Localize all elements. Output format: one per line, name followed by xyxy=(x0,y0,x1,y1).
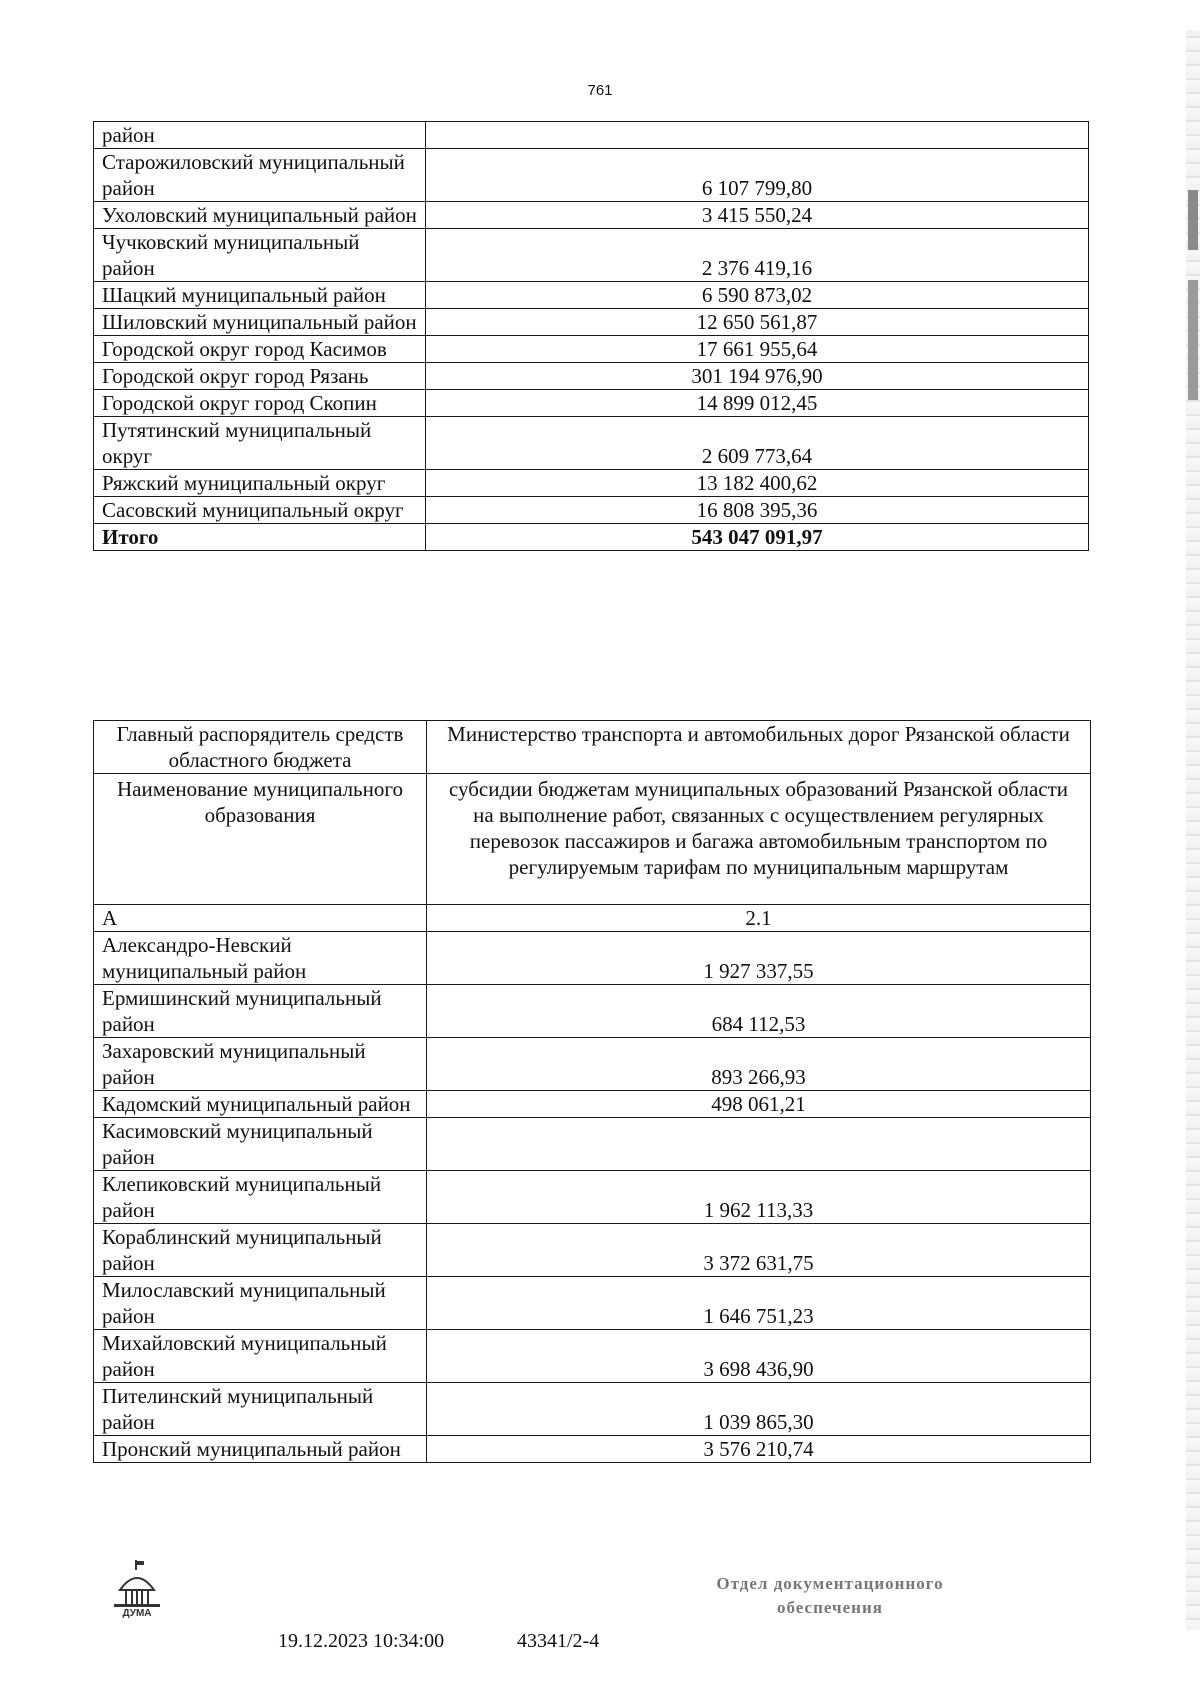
municipality-name-cell: Городской округ город Скопин xyxy=(94,390,426,417)
column-index-a: А xyxy=(94,905,427,932)
municipality-name-cell: Старожиловский муниципальный район xyxy=(94,149,426,202)
stamp-line-2: обеспечения xyxy=(777,1598,883,1617)
municipality-name-cell: Шиловский муниципальный район xyxy=(94,309,426,336)
header-cell-ministry: Министерство транспорта и автомобильных дорог Рязанской области xyxy=(427,721,1091,774)
municipality-name-cell: Касимовский муниципальный район xyxy=(94,1118,427,1171)
scan-edge-mark xyxy=(1188,280,1198,400)
municipality-name-cell: Михайловский муниципальный район xyxy=(94,1330,427,1383)
municipality-name-cell: Пителинский муниципальный район xyxy=(94,1383,427,1436)
amount-cell: 2 376 419,16 xyxy=(426,229,1089,282)
department-stamp xyxy=(680,1572,980,1620)
table-row xyxy=(94,985,1091,1038)
amount-cell: 1 927 337,55 xyxy=(427,932,1091,985)
amount-cell: 17 661 955,64 xyxy=(426,336,1089,363)
municipality-name-cell: Городской округ город Рязань xyxy=(94,363,426,390)
table-row xyxy=(94,932,1091,985)
amount-cell: 1 962 113,33 xyxy=(427,1171,1091,1224)
table-row xyxy=(94,1330,1091,1383)
column-index-row xyxy=(94,905,1091,932)
municipality-name-cell: Путятинский муниципальный округ xyxy=(94,417,426,470)
subsidy-table-continued xyxy=(93,121,1089,551)
table-row xyxy=(94,202,1089,229)
municipality-name-cell: Захаровский муниципальный район xyxy=(94,1038,427,1091)
table-row xyxy=(94,497,1089,524)
municipality-name-cell: район xyxy=(94,122,426,149)
footer-doc-code: 43341/2-4 xyxy=(517,1630,600,1652)
table-row xyxy=(94,417,1089,470)
table-row xyxy=(94,1436,1091,1463)
amount-cell: 14 899 012,45 xyxy=(426,390,1089,417)
municipality-name-cell: Кадомский муниципальный район xyxy=(94,1091,427,1118)
table-row xyxy=(94,1383,1091,1436)
table-row xyxy=(94,336,1089,363)
stamp-line-1: Отдел документационного xyxy=(716,1574,944,1593)
municipality-name-cell: Милославский муниципальный район xyxy=(94,1277,427,1330)
amount-cell: 6 107 799,80 xyxy=(426,149,1089,202)
column-index-2-1: 2.1 xyxy=(427,905,1091,932)
table-row xyxy=(94,1277,1091,1330)
table-row xyxy=(94,390,1089,417)
scan-edge-artifact xyxy=(1186,30,1200,1630)
municipality-name-cell: Шацкий муниципальный район xyxy=(94,282,426,309)
municipality-name-cell: Ряжский муниципальный округ xyxy=(94,470,426,497)
table-row xyxy=(94,229,1089,282)
municipality-name-cell: Кораблинский муниципальный район xyxy=(94,1224,427,1277)
table-row xyxy=(94,1091,1091,1118)
table-row xyxy=(94,122,1089,149)
table-row xyxy=(94,282,1089,309)
header-cell-subsidy-description: субсидии бюджетам муниципальных образований Рязанской области на выполнение работ, связанных с осуществлением регулярных перевозок пассажиров и багажа автомобильным транспортом по регулируемым тарифам по муниципальным маршрутам xyxy=(427,774,1091,905)
amount-cell: 2 609 773,64 xyxy=(426,417,1089,470)
amount-cell: 3 576 210,74 xyxy=(427,1436,1091,1463)
table-header-row xyxy=(94,774,1091,905)
amount-cell: 301 194 976,90 xyxy=(426,363,1089,390)
amount-cell: 12 650 561,87 xyxy=(426,309,1089,336)
duma-building-icon xyxy=(108,1560,166,1618)
amount-cell xyxy=(427,1118,1091,1171)
page-number: 761 xyxy=(587,82,613,99)
logo-text: ДУМА xyxy=(122,1608,152,1618)
amount-cell: 684 112,53 xyxy=(427,985,1091,1038)
table-row xyxy=(94,149,1089,202)
table-row xyxy=(94,1171,1091,1224)
amount-cell: 13 182 400,62 xyxy=(426,470,1089,497)
amount-cell: 16 808 395,36 xyxy=(426,497,1089,524)
table-row xyxy=(94,1038,1091,1091)
footer-datetime: 19.12.2023 10:34:00 xyxy=(278,1630,445,1652)
amount-cell xyxy=(426,122,1089,149)
municipality-name-cell: Александро-Невский муниципальный район xyxy=(94,932,427,985)
municipality-name-cell: Клепиковский муниципальный район xyxy=(94,1171,427,1224)
municipality-name-cell: Ухоловский муниципальный район xyxy=(94,202,426,229)
table-header-row xyxy=(94,721,1091,774)
amount-cell: 3 698 436,90 xyxy=(427,1330,1091,1383)
header-cell-chief-administrator: Главный распорядитель средств областного бюджета xyxy=(94,721,427,774)
total-value: 543 047 091,97 xyxy=(426,524,1089,551)
municipality-name-cell: Ермишинский муниципальный район xyxy=(94,985,427,1038)
amount-cell: 3 372 631,75 xyxy=(427,1224,1091,1277)
total-label: Итого xyxy=(94,524,426,551)
municipality-name-cell: Пронский муниципальный район xyxy=(94,1436,427,1463)
scan-edge-mark xyxy=(1188,190,1198,250)
header-cell-municipality-name: Наименование муниципального образования xyxy=(94,774,427,905)
municipality-name-cell: Чучковский муниципальный район xyxy=(94,229,426,282)
amount-cell: 893 266,93 xyxy=(427,1038,1091,1091)
table-row xyxy=(94,1118,1091,1171)
table-row xyxy=(94,363,1089,390)
total-row xyxy=(94,524,1089,551)
amount-cell: 3 415 550,24 xyxy=(426,202,1089,229)
amount-cell: 1 646 751,23 xyxy=(427,1277,1091,1330)
municipality-name-cell: Городской округ город Касимов xyxy=(94,336,426,363)
amount-cell: 498 061,21 xyxy=(427,1091,1091,1118)
table-row xyxy=(94,470,1089,497)
table-row xyxy=(94,1224,1091,1277)
municipality-name-cell: Сасовский муниципальный округ xyxy=(94,497,426,524)
amount-cell: 1 039 865,30 xyxy=(427,1383,1091,1436)
table-row xyxy=(94,309,1089,336)
amount-cell: 6 590 873,02 xyxy=(426,282,1089,309)
transport-subsidy-table xyxy=(93,720,1091,1463)
